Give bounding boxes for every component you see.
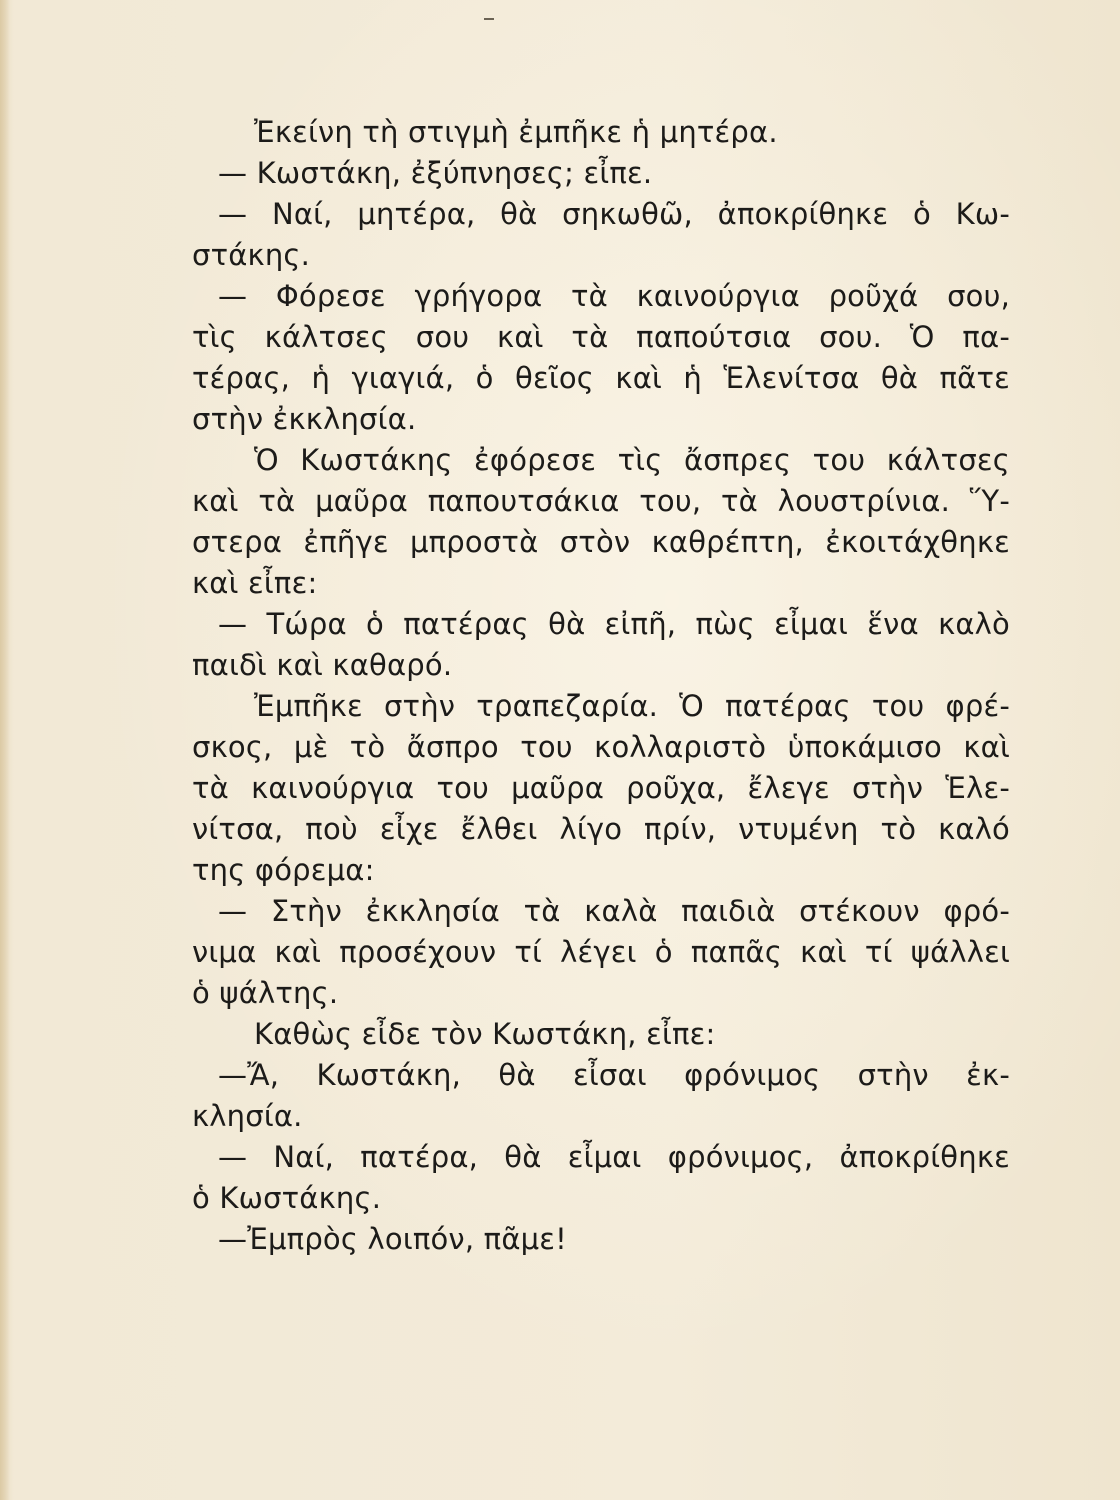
text-line: στὴν ἐκκλησία. (192, 402, 417, 436)
text-line: — Ναί, μητέρα, θὰ σηκωθῶ, ἀποκρίθηκε ὁ Κω- (218, 197, 1010, 231)
text-line: παιδὶ καὶ καθαρό. (192, 648, 453, 682)
page-edge-shadow (0, 0, 10, 1500)
text-line: — Τώρα ὁ πατέρας θὰ εἰπῆ, πὼς εἶμαι ἕνα καλὸ (218, 607, 1010, 641)
text-line: — Ναί, πατέρα, θὰ εἶμαι φρόνιμος, ἀποκρίθηκε (218, 1140, 1010, 1174)
text-line: καὶ εἶπε: (192, 566, 318, 600)
text-line: Καθὼς εἶδε τὸν Κωστάκη, εἶπε: (254, 1017, 716, 1051)
text-line: Ἐμπῆκε στὴν τραπεζαρία. Ὁ πατέρας του φρέ- (254, 689, 1010, 723)
text-line: ὁ Κωστάκης. (192, 1181, 382, 1215)
text-line: κλησία. (192, 1099, 303, 1133)
text-line: σκος, μὲ τὸ ἄσπρο του κολλαριστὸ ὑποκάμισο καὶ (192, 730, 1010, 764)
text-line: —Ἐμπρὸς λοιπόν, πᾶμε! (218, 1222, 567, 1256)
text-line: τὶς κάλτσες σου καὶ τὰ παπούτσια σου. Ὁ πα- (192, 320, 1010, 354)
text-line: —Ἄ, Κωστάκη, θὰ εἶσαι φρόνιμος στὴν ἐκ- (218, 1058, 1010, 1092)
text-line: τέρας, ἡ γιαγιά, ὁ θεῖος καὶ ἡ Ἑλενίτσα θὰ πᾶτε (192, 361, 1010, 395)
text-line: τὰ καινούργια του μαῦρα ροῦχα, ἔλεγε στὴν Ἑλε- (192, 771, 1010, 805)
text-line: ὁ ψάλτης. (192, 976, 339, 1010)
text-line: της φόρεμα: (192, 853, 375, 887)
page-text-block (192, 112, 1010, 1260)
text-line: Ὁ Κωστάκης ἐφόρεσε τὶς ἄσπρες του κάλτσες (254, 443, 1010, 477)
text-line: στάκης. (192, 238, 311, 272)
text-line: στερα ἐπῆγε μπροστὰ στὸν καθρέπτη, ἐκοιτάχθηκε (192, 525, 1010, 559)
text-line: Ἐκείνη τὴ στιγμὴ ἐμπῆκε ἡ μητέρα. (254, 115, 778, 149)
text-line: — Φόρεσε γρήγορα τὰ καινούργια ροῦχά σου, (218, 279, 1010, 313)
text-line: νίτσα, ποὺ εἶχε ἔλθει λίγο πρίν, ντυμένη τὸ καλό (192, 812, 1010, 846)
text-line: καὶ τὰ μαῦρα παπουτσάκια του, τὰ λουστρίνια. Ὕ- (192, 484, 1010, 518)
text-line: — Στὴν ἐκκλησία τὰ καλὰ παιδιὰ στέκουν φρό- (218, 894, 1010, 928)
text-line: — Κωστάκη, ἐξύπνησες; εἶπε. (218, 156, 653, 190)
top-printer-mark (484, 18, 494, 20)
text-line: νιμα καὶ προσέχουν τί λέγει ὁ παπᾶς καὶ τί ψάλλει (192, 935, 1010, 969)
